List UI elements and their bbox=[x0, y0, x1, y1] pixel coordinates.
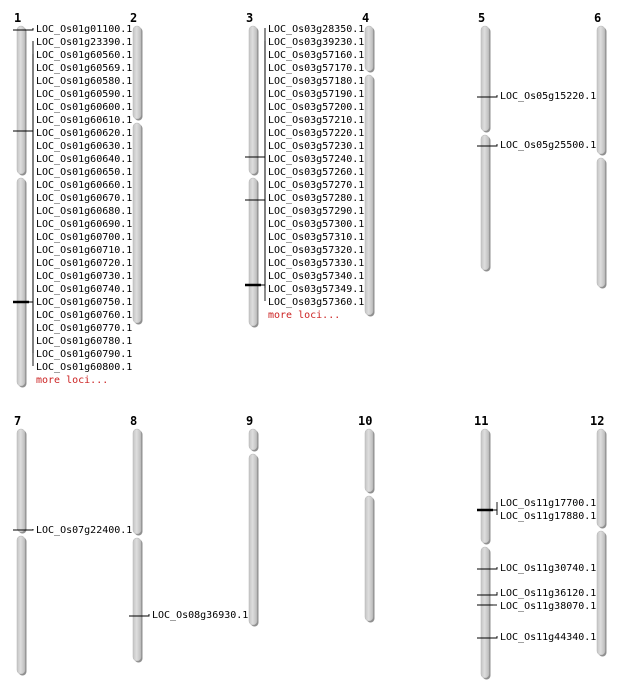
locus-label[interactable]: LOC_Os03g57160.1 bbox=[268, 50, 365, 61]
locus-label[interactable]: LOC_Os03g57310.1 bbox=[268, 232, 365, 243]
locus-label[interactable]: LOC_Os01g60750.1 bbox=[36, 297, 133, 308]
locus-connector bbox=[261, 28, 265, 157]
locus-labels bbox=[36, 24, 596, 643]
chromosome-10-arm-1[interactable] bbox=[365, 429, 373, 492]
locus-connector bbox=[493, 144, 497, 146]
locus-label[interactable]: LOC_Os03g39230.1 bbox=[268, 37, 365, 48]
locus-connector bbox=[493, 510, 497, 515]
locus-label[interactable]: LOC_Os11g30740.1 bbox=[500, 563, 597, 574]
locus-label[interactable]: LOC_Os03g57330.1 bbox=[268, 258, 365, 269]
chromosome-11-name: 11 bbox=[474, 414, 489, 428]
locus-label[interactable]: LOC_Os01g60660.1 bbox=[36, 180, 133, 191]
locus-label[interactable]: LOC_Os01g60710.1 bbox=[36, 245, 133, 256]
locus-connector bbox=[29, 288, 33, 302]
locus-label[interactable]: LOC_Os11g38070.1 bbox=[500, 601, 597, 612]
locus-connector bbox=[29, 302, 33, 327]
locus-label[interactable]: LOC_Os01g60610.1 bbox=[36, 115, 133, 126]
locus-label[interactable]: LOC_Os01g60680.1 bbox=[36, 206, 133, 217]
locus-connector bbox=[261, 236, 265, 285]
locus-label[interactable]: LOC_Os03g57210.1 bbox=[268, 115, 365, 126]
chromosome-1-arm-1[interactable] bbox=[17, 26, 25, 174]
locus-connector bbox=[29, 302, 33, 314]
locus-label[interactable]: LOC_Os03g57260.1 bbox=[268, 167, 365, 178]
locus-label[interactable]: LOC_Os01g60590.1 bbox=[36, 89, 133, 100]
locus-label[interactable]: LOC_Os03g57300.1 bbox=[268, 219, 365, 230]
chromosome-3-arm-1[interactable] bbox=[249, 26, 257, 174]
chromosome-9-name: 9 bbox=[246, 414, 254, 428]
locus-label[interactable]: LOC_Os03g57170.1 bbox=[268, 63, 365, 74]
locus-connector bbox=[261, 80, 265, 285]
locus-label[interactable]: LOC_Os08g36930.1 bbox=[152, 610, 249, 621]
locus-connector bbox=[29, 132, 33, 302]
chromosome-12-name: 12 bbox=[590, 414, 605, 428]
locus-label[interactable]: LOC_Os01g60730.1 bbox=[36, 271, 133, 282]
locus-connector bbox=[261, 197, 265, 285]
locus-label[interactable]: LOC_Os01g01100.1 bbox=[36, 24, 133, 35]
locus-connector bbox=[261, 158, 265, 285]
locus-label[interactable]: LOC_Os07g22400.1 bbox=[36, 525, 133, 536]
locus-connector bbox=[29, 80, 33, 302]
locus-connector bbox=[29, 171, 33, 302]
chromosome-3-name: 3 bbox=[246, 11, 254, 25]
locus-label[interactable]: LOC_Os11g44340.1 bbox=[500, 632, 597, 643]
locus-connector bbox=[261, 67, 265, 285]
chromosome-1-more-loci-link[interactable]: more loci... bbox=[36, 375, 109, 386]
locus-label[interactable]: LOC_Os11g17700.1 bbox=[500, 498, 597, 509]
locus-label[interactable]: LOC_Os03g57340.1 bbox=[268, 271, 365, 282]
locus-label[interactable]: LOC_Os03g57320.1 bbox=[268, 245, 365, 256]
locus-connector bbox=[29, 184, 33, 302]
locus-connector bbox=[261, 285, 265, 301]
locus-connector bbox=[261, 184, 265, 285]
locus-label[interactable]: LOC_Os01g60720.1 bbox=[36, 258, 133, 269]
chromosome-11-arm-1[interactable] bbox=[481, 429, 489, 543]
locus-connector bbox=[261, 41, 265, 200]
chromosome-5-arm-2[interactable] bbox=[481, 135, 489, 270]
locus-connector bbox=[29, 249, 33, 302]
locus-connector bbox=[261, 210, 265, 285]
locus-label[interactable]: LOC_Os03g57270.1 bbox=[268, 180, 365, 191]
locus-connector bbox=[29, 302, 33, 353]
chromosome-10-name: 10 bbox=[358, 414, 373, 428]
locus-label[interactable]: LOC_Os03g57349.1 bbox=[268, 284, 365, 295]
locus-label[interactable]: LOC_Os01g60690.1 bbox=[36, 219, 133, 230]
locus-label[interactable]: LOC_Os05g15220.1 bbox=[500, 91, 597, 102]
locus-connector bbox=[29, 158, 33, 302]
locus-connector bbox=[493, 592, 497, 595]
locus-label[interactable]: LOC_Os01g60790.1 bbox=[36, 349, 133, 360]
locus-connector bbox=[261, 249, 265, 285]
locus-label[interactable]: LOC_Os01g60770.1 bbox=[36, 323, 133, 334]
locus-connector bbox=[493, 502, 497, 510]
locus-label[interactable]: LOC_Os11g36120.1 bbox=[500, 588, 597, 599]
locus-label[interactable]: LOC_Os01g60670.1 bbox=[36, 193, 133, 204]
locus-label[interactable]: LOC_Os01g60569.1 bbox=[36, 63, 133, 74]
locus-label[interactable]: LOC_Os05g25500.1 bbox=[500, 140, 597, 151]
locus-connector bbox=[29, 145, 33, 302]
locus-connector bbox=[261, 132, 265, 285]
locus-label[interactable]: LOC_Os03g57290.1 bbox=[268, 206, 365, 217]
locus-connector bbox=[261, 54, 265, 285]
locus-label[interactable]: LOC_Os01g60630.1 bbox=[36, 141, 133, 152]
locus-connector bbox=[29, 93, 33, 302]
locus-connector bbox=[261, 275, 265, 285]
chromosome-9-arm-1[interactable] bbox=[249, 429, 257, 450]
chromosome-12-arm-1[interactable] bbox=[597, 429, 605, 527]
chromosome-8-arm-2[interactable] bbox=[133, 538, 141, 661]
locus-connector bbox=[29, 67, 33, 302]
locus-connector bbox=[29, 197, 33, 302]
locus-connector bbox=[29, 54, 33, 302]
chromosome-2-arm-2[interactable] bbox=[133, 123, 141, 323]
locus-label[interactable]: LOC_Os01g60640.1 bbox=[36, 154, 133, 165]
locus-label[interactable]: LOC_Os01g60560.1 bbox=[36, 50, 133, 61]
locus-connector bbox=[29, 106, 33, 302]
locus-label[interactable]: LOC_Os03g57220.1 bbox=[268, 128, 365, 139]
chromosome-8-arm-1[interactable] bbox=[133, 429, 141, 534]
locus-label[interactable]: LOC_Os03g57180.1 bbox=[268, 76, 365, 87]
chromosome-5-name: 5 bbox=[478, 11, 486, 25]
locus-label[interactable]: LOC_Os03g57200.1 bbox=[268, 102, 365, 113]
locus-label[interactable]: LOC_Os03g28350.1 bbox=[268, 24, 365, 35]
locus-connector bbox=[261, 171, 265, 285]
chromosome-4-name: 4 bbox=[362, 11, 370, 25]
locus-label[interactable]: LOC_Os03g57360.1 bbox=[268, 297, 365, 308]
chromosome-1-arm-2[interactable] bbox=[17, 178, 25, 386]
chromosome-6-arm-2[interactable] bbox=[597, 158, 605, 287]
locus-connector bbox=[261, 106, 265, 285]
locus-label[interactable]: LOC_Os01g60800.1 bbox=[36, 362, 133, 373]
chromosome-4-arm-1[interactable] bbox=[365, 26, 373, 71]
chromosome-5-arm-1[interactable] bbox=[481, 26, 489, 131]
chromosome-10-arm-2[interactable] bbox=[365, 496, 373, 621]
locus-connector bbox=[29, 302, 33, 340]
locus-label[interactable]: LOC_Os01g60780.1 bbox=[36, 336, 133, 347]
locus-connector bbox=[493, 636, 497, 638]
chromosome-7-arm-2[interactable] bbox=[17, 536, 25, 674]
locus-label[interactable]: LOC_Os01g60650.1 bbox=[36, 167, 133, 178]
chromosome-11-arm-2[interactable] bbox=[481, 547, 489, 678]
chromosome-6-arm-1[interactable] bbox=[597, 26, 605, 154]
chromosome-6-name: 6 bbox=[594, 11, 602, 25]
locus-connector bbox=[493, 95, 497, 97]
chromosome-7-name: 7 bbox=[14, 414, 22, 428]
locus-connector bbox=[261, 223, 265, 285]
chromosome-7-arm-1[interactable] bbox=[17, 429, 25, 532]
locus-label[interactable]: LOC_Os11g17880.1 bbox=[500, 511, 597, 522]
locus-connector bbox=[493, 567, 497, 569]
locus-connector bbox=[261, 262, 265, 285]
locus-connector bbox=[29, 302, 33, 366]
locus-connector bbox=[29, 262, 33, 302]
locus-connector bbox=[29, 41, 33, 131]
locus-label[interactable]: LOC_Os03g57240.1 bbox=[268, 154, 365, 165]
locus-connector bbox=[261, 93, 265, 285]
locus-label[interactable]: LOC_Os01g60580.1 bbox=[36, 76, 133, 87]
chromosome-12-arm-2[interactable] bbox=[597, 531, 605, 655]
locus-label[interactable]: LOC_Os03g57190.1 bbox=[268, 89, 365, 100]
locus-connector bbox=[145, 614, 149, 616]
chromosome-4-arm-2[interactable] bbox=[365, 75, 373, 315]
locus-label[interactable]: LOC_Os01g23390.1 bbox=[36, 37, 133, 48]
locus-connector bbox=[29, 275, 33, 302]
locus-connector bbox=[29, 529, 33, 530]
locus-label[interactable]: LOC_Os01g60740.1 bbox=[36, 284, 133, 295]
locus-connector bbox=[261, 119, 265, 285]
locus-label[interactable]: LOC_Os01g60760.1 bbox=[36, 310, 133, 321]
locus-connector bbox=[29, 223, 33, 302]
locus-connector bbox=[29, 210, 33, 302]
chromosome-8-name: 8 bbox=[130, 414, 138, 428]
chromosome-2-arm-1[interactable] bbox=[133, 26, 141, 119]
locus-label[interactable]: LOC_Os01g60700.1 bbox=[36, 232, 133, 243]
chromosome-2-name: 2 bbox=[130, 11, 138, 25]
locus-connector bbox=[29, 28, 33, 30]
chromosome-1-name: 1 bbox=[14, 11, 22, 25]
locus-connector bbox=[29, 236, 33, 302]
locus-label[interactable]: LOC_Os03g57230.1 bbox=[268, 141, 365, 152]
locus-connector bbox=[29, 119, 33, 302]
locus-label[interactable]: LOC_Os01g60600.1 bbox=[36, 102, 133, 113]
chromosome-3-more-loci-link[interactable]: more loci... bbox=[268, 310, 341, 321]
locus-connector bbox=[261, 145, 265, 285]
locus-label[interactable]: LOC_Os01g60620.1 bbox=[36, 128, 133, 139]
chromosome-9-arm-2[interactable] bbox=[249, 454, 257, 625]
locus-label[interactable]: LOC_Os03g57280.1 bbox=[268, 193, 365, 204]
